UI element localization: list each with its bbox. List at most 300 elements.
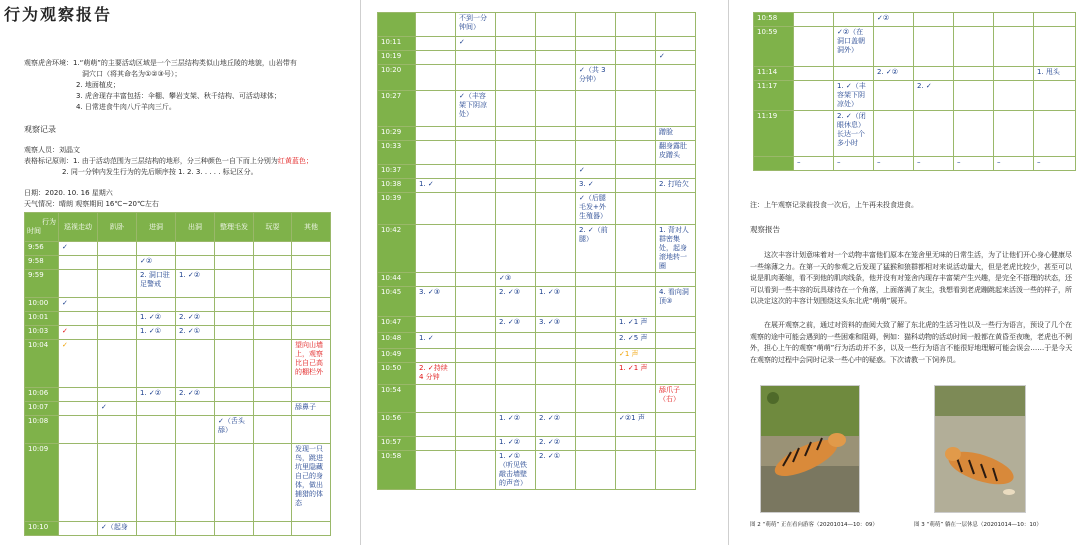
behavior-cell [616,51,656,65]
table-row [25,340,331,388]
behavior-cell [794,67,834,81]
behavior-cell [416,165,456,179]
behavior-cell: 蹭脸 [656,127,696,141]
table-row [378,273,696,287]
behavior-cell: 1. ✓① [137,326,176,340]
table-row [25,388,331,402]
behavior-cell [98,298,137,312]
behavior-cell [914,67,954,81]
behavior-cell [576,13,616,37]
behavior-cell [137,242,176,256]
table-row [378,349,696,363]
behavior-cell [496,363,536,385]
behavior-cell: 1. ✓② [496,413,536,437]
behavior-cell [616,451,656,490]
behavior-cell [536,141,576,165]
behavior-cell: 2. ✓5 声 [616,333,656,349]
table-row [378,193,696,225]
behavior-cell: 望向山墙上，观察比自己高的棚栏外 [292,340,331,388]
behavior-cell [254,270,292,298]
behavior-cell [215,522,254,536]
behavior-cell [176,340,215,388]
table-row [25,270,331,298]
table-row [25,402,331,416]
behavior-cell: 2. 洞口驻足警戒 [137,270,176,298]
behavior-cell: 舔鼻子 [292,402,331,416]
behavior-cell [536,179,576,193]
behavior-cell [496,37,536,51]
behavior-cell: ✓ [456,37,496,51]
time-cell: 10:07 [25,402,59,416]
table-row [25,416,331,444]
behavior-cell [616,179,656,193]
page-divider [728,0,729,545]
behavior-cell [496,127,536,141]
behavior-cell [456,451,496,490]
col-header: 玩耍 [254,213,292,242]
behavior-cell [416,413,456,437]
table-row [378,165,696,179]
tiger-photo-2 [934,385,1026,513]
behavior-cell [254,402,292,416]
table-row [754,27,1076,67]
behavior-cell [536,13,576,37]
behavior-cell [834,13,874,27]
behavior-cell [1034,27,1076,67]
behavior-cell [616,13,656,37]
behavior-cell [215,242,254,256]
behavior-cell [656,437,696,451]
time-cell: 10:06 [25,388,59,402]
behavior-cell [1034,111,1076,157]
behavior-cell: 发现一只鸟，跳进坑里隐藏自己的身体，做出捕猎的体态 [292,444,331,522]
behavior-cell [536,333,576,349]
behavior-cell: 3. ✓ [576,179,616,193]
table-row [378,451,696,490]
behavior-cell [215,340,254,388]
behavior-cell [954,111,994,157]
behavior-cell [616,65,656,91]
behavior-cell [496,193,536,225]
report-heading: 观察报告 [750,225,780,234]
behavior-cell: 舔爪子（右） [656,385,696,413]
env-line-1: 观察虎舍环境：1.“萌萌”的主要活动区域是一个三层结构类似山地丘陵的地貌，山岩带有 [24,59,297,67]
behavior-cell [254,242,292,256]
behavior-cell: 2. ✓（闭眼休息）长达一个多小时 [834,111,874,157]
behavior-cell: 1. ✓② [137,312,176,326]
behavior-cell [215,402,254,416]
table-row [25,298,331,312]
behavior-cell: 2. ✓③ [496,287,536,317]
behavior-cell [98,256,137,270]
behavior-cell [137,444,176,522]
behavior-cell [137,402,176,416]
behavior-cell [215,312,254,326]
behavior-cell [456,413,496,437]
behavior-cell: 2. ✓持续 4 分钟 [416,363,456,385]
behavior-cell [59,416,98,444]
behavior-cell [994,67,1034,81]
time-cell: 10:57 [378,437,416,451]
behavior-cell: 1. ✓（丰容架下阴凉处） [834,81,874,111]
behavior-cell [292,312,331,326]
behavior-cell: ✓ [59,242,98,256]
behavior-cell [794,111,834,157]
behavior-cell [914,27,954,67]
time-cell: 10:29 [378,127,416,141]
behavior-cell [616,37,656,51]
behavior-cell [176,298,215,312]
table-row [25,242,331,256]
behavior-cell [576,141,616,165]
page-divider [360,0,361,545]
env-line-4: 3. 虎舍现存丰富包括：伞棚、攀岩支架、秋千结构、可活动球体； [76,92,281,100]
behavior-cell [834,67,874,81]
behavior-cell [59,256,98,270]
behavior-cell [98,340,137,388]
behavior-cell: 2. ✓③ [496,317,536,333]
record-heading: 观察记录 [24,125,56,134]
behavior-cell [576,333,616,349]
table-row [378,65,696,91]
behavior-cell: 2. ✓② [176,312,215,326]
behavior-cell [496,165,536,179]
behavior-cell [456,179,496,193]
behavior-cell [416,193,456,225]
table-row [754,81,1076,111]
behavior-cell [456,51,496,65]
behavior-cell [215,388,254,402]
behavior-cell [416,13,456,37]
table-row [378,141,696,165]
behavior-cell [536,65,576,91]
behavior-cell: 1. ✓② [496,437,536,451]
behavior-cell [496,141,536,165]
behavior-cell [137,298,176,312]
behavior-cell [416,141,456,165]
behavior-cell [576,363,616,385]
behavior-cell [215,256,254,270]
time-cell: 10:01 [25,312,59,326]
col-header: 进洞 [137,213,176,242]
behavior-cell [794,27,834,67]
behavior-cell [456,363,496,385]
report-paragraph-2: 在展开观察之前，通过对资料的查阅大致了解了东北虎的生活习性以及一些行为语言，预设了几个在观察的途中可能会遇到的一些困难和阻碍，例如：猫科动物的活动时间一般都在黄昏至夜晚，老虎也不例外，担心上午的观察“萌萌”行为活动并不多，以及一些行为语言不能很好地理解可能会误会……于是今天在观察的过程中会同时记录一些心中的疑惑。下次请教一下饲养员。 [750,321,1073,364]
time-cell: 10:08 [25,416,59,444]
behavior-cell [576,437,616,451]
behavior-cell [292,388,331,402]
behavior-cell [576,451,616,490]
col-header: 巡视走动 [59,213,98,242]
behavior-cell [536,51,576,65]
behavior-cell [59,402,98,416]
behavior-cell: 1. ✓② [176,270,215,298]
behavior-cell: 1. 背对人群密集处，起身滚地转一圈 [656,225,696,273]
behavior-cell [994,81,1034,111]
behavior-cell [536,225,576,273]
behavior-cell [59,388,98,402]
behavior-cell [98,326,137,340]
behavior-cell [98,270,137,298]
behavior-cell [954,81,994,111]
time-cell: 10:03 [25,326,59,340]
time-cell: 10:58 [754,13,794,27]
behavior-cell [456,333,496,349]
behavior-cell [536,165,576,179]
table-row [378,91,696,127]
behavior-cell: 1. ✓ [416,179,456,193]
time-cell: 10:11 [378,37,416,51]
behavior-cell [616,91,656,127]
behavior-cell [215,326,254,340]
behavior-cell [536,91,576,127]
behavior-cell [416,225,456,273]
behavior-cell: 2. ✓② [536,413,576,437]
behavior-cell [292,326,331,340]
behavior-cell [536,37,576,51]
behavior-cell: 1. ✓ [416,333,456,349]
behavior-cell [456,65,496,91]
behavior-cell [576,51,616,65]
behavior-cell [794,81,834,111]
behavior-cell: ✓②（在洞口盖朝洞外） [834,27,874,67]
behavior-cell: – [874,157,914,171]
time-cell: 10:48 [378,333,416,349]
report-title: 行为观察报告 [4,5,113,24]
behavior-cell [456,141,496,165]
behavior-cell [254,388,292,402]
behavior-cell: 2. ✓① [536,451,576,490]
behavior-cell: 1. ✓③ [536,287,576,317]
time-cell: 9:58 [25,256,59,270]
behavior-cell [254,522,292,536]
behavior-cell [576,385,616,413]
behavior-cell [496,65,536,91]
behavior-cell [874,81,914,111]
behavior-cell: ✓ [98,402,137,416]
col-header: 整理毛发 [215,213,254,242]
behavior-cell [496,225,536,273]
behavior-cell [137,340,176,388]
behavior-cell [416,127,456,141]
behavior-cell [536,349,576,363]
table-row [754,157,1076,171]
behavior-cell [59,312,98,326]
time-cell: 11:17 [754,81,794,111]
time-cell: 10:27 [378,91,416,127]
behavior-cell [496,51,536,65]
behavior-cell [456,193,496,225]
time-cell [754,157,794,171]
behavior-cell: 翻身露肚皮蹭头 [656,141,696,165]
time-cell: 10:47 [378,317,416,333]
table-row [25,522,331,536]
behavior-cell: ✓（舌头舔） [215,416,254,444]
date: 日期：2020. 10. 16 星期六 [24,189,113,197]
behavior-cell [536,363,576,385]
tiger-photo-1 [760,385,860,513]
behavior-cell [416,51,456,65]
behavior-cell: ✓（起身 [98,522,137,536]
behavior-cell [616,437,656,451]
behavior-cell [98,416,137,444]
behavior-cell [954,13,994,27]
table-row [754,111,1076,157]
behavior-cell: 1. ✓①（听见铁敲击墙壁的声音） [496,451,536,490]
behavior-cell: 4. 看向洞顶③ [656,287,696,317]
col-header: 出洞 [176,213,215,242]
behavior-cell [656,413,696,437]
behavior-cell [292,256,331,270]
behavior-cell [994,27,1034,67]
behavior-cell: – [914,157,954,171]
behavior-cell [914,111,954,157]
marking-colors: 红黄蓝色； [277,157,313,165]
behavior-cell [456,127,496,141]
behavior-cell: 2. ✓② [536,437,576,451]
behavior-cell [576,273,616,287]
behavior-cell [416,273,456,287]
behavior-cell [59,270,98,298]
time-cell: 10:00 [25,298,59,312]
behavior-cell [656,65,696,91]
behavior-cell [874,27,914,67]
behavior-cell: ✓（共 3 分钟） [576,65,616,91]
marking-rule-1: 表格标记原则：1. 由于活动范围为三层结构的地形，分三种颜色一自下而上分别为红黄蓝色； [24,157,313,165]
behavior-cell [496,13,536,37]
behavior-cell [215,444,254,522]
table-row [378,385,696,413]
behavior-cell [137,522,176,536]
behavior-cell: 2. 打哈欠 [656,179,696,193]
behavior-cell [254,444,292,522]
behavior-cell [456,385,496,413]
behavior-cell: ✓ [59,326,98,340]
table-row [25,326,331,340]
behavior-cell [59,444,98,522]
observation-table-3 [753,12,1076,171]
behavior-cell [215,270,254,298]
time-cell: 9:56 [25,242,59,256]
behavior-cell [292,298,331,312]
behavior-cell: 1. ✓1 声 [616,363,656,385]
env-line-5: 4. 日常进食牛肉八斤羊肉三斤。 [76,103,176,111]
time-cell: 10:54 [378,385,416,413]
behavior-cell [456,317,496,333]
behavior-cell [496,91,536,127]
col-header: 趴卧 [98,213,137,242]
time-cell: 10:50 [378,363,416,385]
behavior-cell [254,298,292,312]
behavior-cell [656,349,696,363]
time-cell: 10:39 [378,193,416,225]
behavior-cell: 2. ✓ [914,81,954,111]
behavior-cell [215,298,254,312]
behavior-cell [292,270,331,298]
time-cell: 10:37 [378,165,416,179]
behavior-cell [496,349,536,363]
behavior-cell [616,273,656,287]
behavior-cell [656,317,696,333]
behavior-cell [656,451,696,490]
time-cell [378,13,416,37]
behavior-cell [98,388,137,402]
table-row [378,13,696,37]
table-row [25,256,331,270]
behavior-cell [292,522,331,536]
behavior-cell: ✓ [576,165,616,179]
behavior-cell [576,37,616,51]
behavior-cell: 2. ✓（前腿） [576,225,616,273]
table-row [378,287,696,317]
behavior-cell [496,385,536,413]
table-row [378,37,696,51]
report-paragraph-1: 这次丰容计划意味着对一个动物丰富他们原本在笼舍里无味的日常生活，为了让他们开心身心健康尽一些绵薄之力。在第一天的参观之后发现了猛猴和狼群都相对来说活动量大，但是老虎比较少，甚至可以说是肌肉萎缩，看不到他的肌肉线条，他并没有对笼舍内现存丰富架产生兴趣，是完全不搭理的状态，还可以看到一些丰容的玩具球待在一个角落，上面落满了灰尘，我想看到老虎蹦跳起来活泼一些的样子，所以决定这次的丰容计划围绕这头东北虎“萌萌”展开。 [750,251,1072,305]
behavior-cell [176,416,215,444]
col-header: 其他 [292,213,331,242]
behavior-cell [576,287,616,317]
behavior-cell [616,127,656,141]
behavior-cell [98,444,137,522]
time-cell: 10:58 [378,451,416,490]
behavior-cell [254,340,292,388]
table-row [378,333,696,349]
behavior-cell [254,256,292,270]
behavior-cell [416,65,456,91]
behavior-cell [536,127,576,141]
behavior-cell: ✓② [137,256,176,270]
behavior-cell [1034,81,1076,111]
behavior-cell [292,242,331,256]
behavior-cell [416,317,456,333]
behavior-cell: – [954,157,994,171]
behavior-cell [416,385,456,413]
behavior-cell: 2. ✓② [176,388,215,402]
time-cell: 10:45 [378,287,416,317]
behavior-cell [416,349,456,363]
behavior-cell: ✓ [656,51,696,65]
behavior-cell [576,413,616,437]
photo-caption-1: 图 2 “萌萌” 正在看向游客（20201014—10：09） [750,522,878,528]
behavior-cell [616,287,656,317]
behavior-cell: ✓②1 声 [616,413,656,437]
behavior-cell [536,273,576,287]
table-row [378,317,696,333]
behavior-cell: 1. ✓1 声 [616,317,656,333]
time-cell: 11:14 [754,67,794,81]
behavior-cell [176,242,215,256]
behavior-cell [176,402,215,416]
behavior-cell [254,326,292,340]
behavior-cell: ✓（丰容架下阴凉处） [456,91,496,127]
behavior-cell [536,385,576,413]
time-cell: 10:59 [754,27,794,67]
corner-header: 行为 时间 [25,213,59,242]
behavior-cell [536,193,576,225]
behavior-cell: ✓1 声 [616,349,656,363]
time-cell: 10:49 [378,349,416,363]
photo-caption-2: 图 3 “萌萌” 躺在一层休息（20201014—10：10） [914,522,1042,528]
behavior-cell: 1. ✓② [137,388,176,402]
behavior-cell [576,317,616,333]
table-row [378,225,696,273]
behavior-cell [496,179,536,193]
behavior-cell [98,242,137,256]
observation-table-1 [24,212,331,536]
behavior-cell: 3. ✓③ [536,317,576,333]
page-1 [0,0,350,545]
behavior-cell [656,333,696,349]
